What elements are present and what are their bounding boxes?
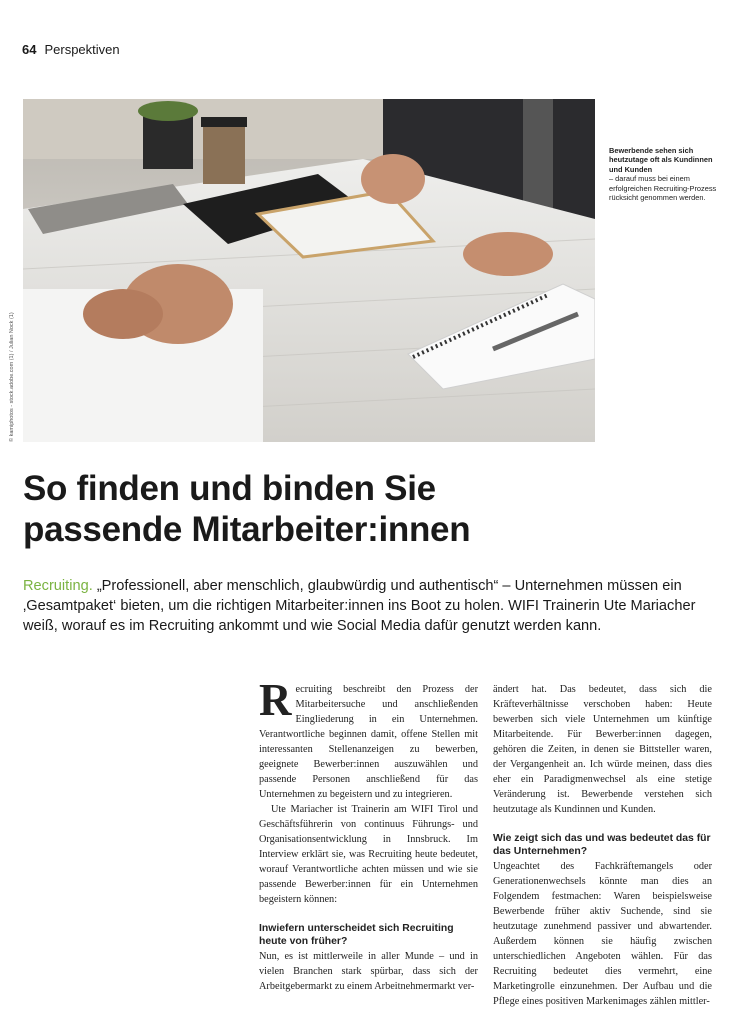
answer-continuation: ändert hat. Das bedeutet, dass sich die Kräfteverhältnisse verschoben haben: Heute bewerben sich viele Unternehmen um künftige Mitarbeitende. Für Bewerber:innen dagegen, gehören die Zeiten, in denen sie Bittsteller waren, der Vergangenheit an. Ich würde meinen, dass dies eher ein Paradigmenwechsel als eine stetige Veränderung ist. Bewerbende verstehen sich heutzutage als Kundinnen und Kunden. — [493, 684, 712, 815]
article-column-1 — [259, 675, 478, 994]
interview-desk-illustration — [23, 99, 595, 442]
page-header — [22, 42, 120, 57]
lead-text: „Professionell, aber menschlich, glaubwürdig und authentisch“ – Unternehmen müssen ein ‚Gesamtpaket‘ bieten, um die richtigen Mitarbeiter:innen ins Boot zu holen. WIFI Trainerin Ute Mariacher weiß, worauf es im Recruiting ankommt und wie Social Media dafür genutzt werden kann. — [23, 578, 696, 634]
drop-cap: R — [259, 675, 292, 725]
lead-kicker: Recruiting. — [23, 578, 93, 594]
article-headline — [23, 468, 713, 550]
interview-question-1: Inwiefern unterscheidet sich Recruiting heute von früher? — [259, 923, 454, 947]
article-photo — [23, 99, 595, 442]
bio-paragraph: Ute Mariacher ist Trainerin am WIFI Tirol und Geschäftsführerin von continuus Führungs- und Organisationsentwicklung in Innsbruck. Im Interview erklärt sie, was Recruiting heute bedeutet, worauf Verantwortliche achten müssen und wie sie passende Bewerber:innen für ein Unternehmen begeistern können: — [259, 804, 478, 905]
photo-credit: © kamiphotos - stock.adobe.com (1) / Julian Nock (1) — [9, 312, 15, 442]
caption-highlight: Bewerbende sehen sich heutzutage oft als Kundinnen und Kunden — [609, 146, 713, 174]
headline-line-1: So finden und binden Sie — [23, 469, 436, 508]
interview-answer-2: Ungeachtet des Fachkräftemangels oder Generationenwechsels könnte man dies an Folgendem festmachen: Waren beispielsweise Bewerbende früher aktiv Suchende, sind sie heutzutage zunehmend passiver und abwartender. Außerdem können sie häufig zwischen unterschiedlichen Angeboten wählen. Für das Recruiting bedeutet dies vermehrt, eine Marketingrolle einzunehmen. Der Aufbau und die Pflege eines positiven Markenimages zählen mittler- — [493, 861, 712, 1007]
caption-text: – darauf muss bei einem erfolgreichen Recruiting-Prozess rücksicht genommen werden. — [609, 174, 717, 203]
interview-answer-1: Nun, es ist mittlerweile in aller Munde – und in vielen Branchen stark spürbar, dass sich der Arbeitgebermarkt zu einem Arbeitnehmermarkt ver- — [259, 951, 478, 992]
section-title: Perspektiven — [44, 42, 120, 57]
intro-paragraph: ecruiting beschreibt den Prozess der Mitarbeitersuche und anschließenden Eingliederung in ein Unternehmen. Verantwortliche beginnen damit, offene Stellen mit interessanten Stellenanzeigen zu bewerben, geeignete Bewerber:innen auszuwählen und passende Personen anschließend für das Unternehmen zu begeistern und zu integrieren. — [259, 684, 478, 800]
page-number: 64 — [22, 42, 37, 57]
headline-line-2: passende Mitarbeiter:innen — [23, 510, 471, 549]
article-lead — [23, 576, 713, 636]
interview-question-2: Wie zeigt sich das und was bedeutet das für das Unternehmen? — [493, 833, 711, 857]
article-column-2 — [493, 682, 712, 1009]
photo-caption — [609, 146, 719, 202]
